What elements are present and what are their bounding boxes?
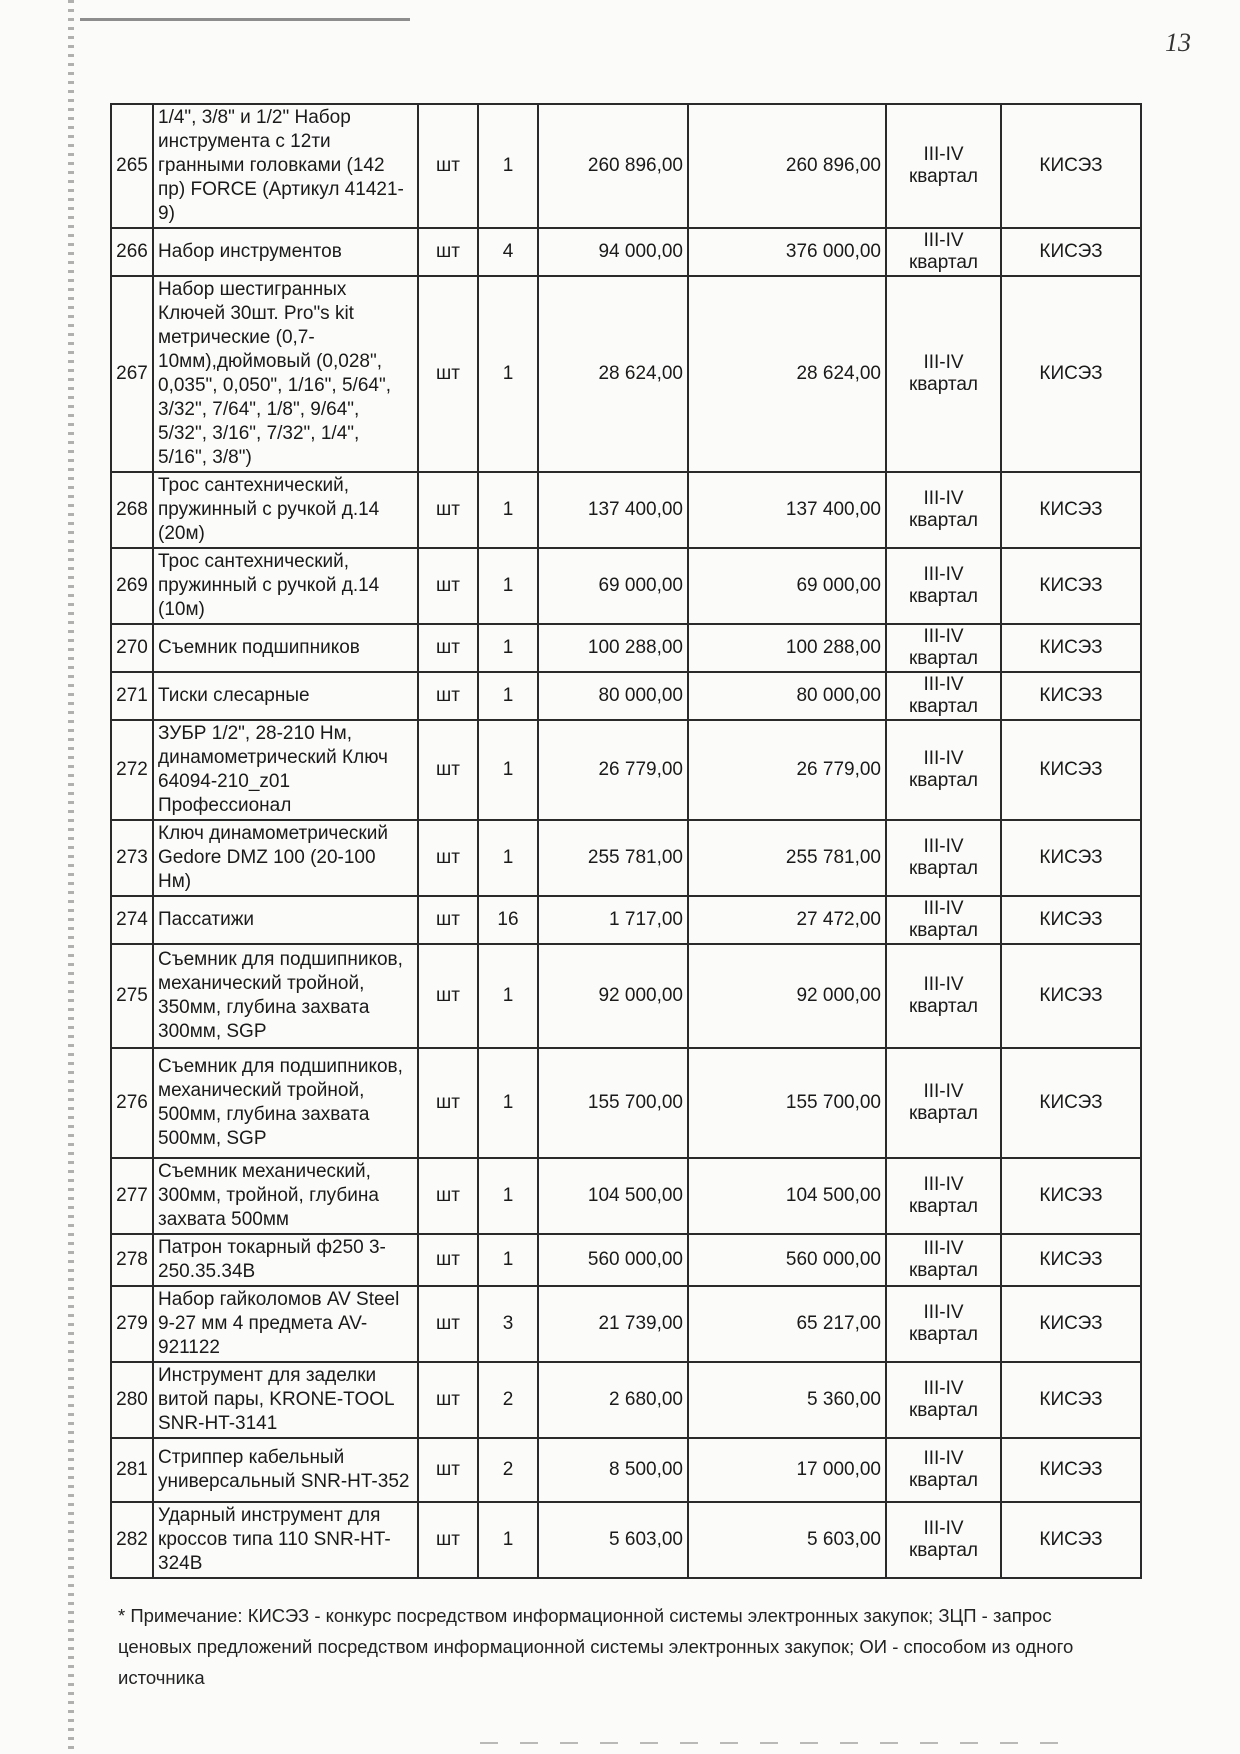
total-sum: 26 779,00 — [688, 720, 886, 820]
procurement-method: КИСЭЗ — [1001, 944, 1141, 1048]
unit-price: 80 000,00 — [538, 672, 688, 720]
unit-price: 100 288,00 — [538, 624, 688, 672]
scan-footer-marks — [480, 1742, 1080, 1744]
unit-price: 28 624,00 — [538, 276, 688, 472]
total-sum: 560 000,00 — [688, 1234, 886, 1286]
total-sum: 137 400,00 — [688, 472, 886, 548]
row-number: 268 — [111, 472, 153, 548]
row-number: 273 — [111, 820, 153, 896]
unit: шт — [418, 720, 478, 820]
delivery-period: III-IV квартал — [886, 1286, 1001, 1362]
quantity: 1 — [478, 1502, 538, 1578]
delivery-period: III-IV квартал — [886, 1362, 1001, 1438]
page-number: 13 — [1165, 28, 1191, 57]
row-number: 272 — [111, 720, 153, 820]
procurement-method: КИСЭЗ — [1001, 276, 1141, 472]
total-sum: 65 217,00 — [688, 1286, 886, 1362]
quantity: 1 — [478, 1234, 538, 1286]
unit: шт — [418, 1234, 478, 1286]
total-sum: 104 500,00 — [688, 1158, 886, 1234]
total-sum: 5 360,00 — [688, 1362, 886, 1438]
scan-top-edge — [80, 18, 410, 21]
unit-price: 1 717,00 — [538, 896, 688, 944]
unit-price: 104 500,00 — [538, 1158, 688, 1234]
procurement-method: КИСЭЗ — [1001, 1502, 1141, 1578]
row-number: 269 — [111, 548, 153, 624]
item-name: Набор инструментов — [153, 228, 418, 276]
total-sum: 27 472,00 — [688, 896, 886, 944]
total-sum: 92 000,00 — [688, 944, 886, 1048]
item-name: ЗУБР 1/2", 28-210 Нм, динамометрический Ключ 64094-210_z01 Профессионал — [153, 720, 418, 820]
table-row — [111, 672, 1141, 720]
item-name: Съемник для подшипников, механический тройной, 500мм, глубина захвата 500мм, SGP — [153, 1048, 418, 1158]
total-sum: 376 000,00 — [688, 228, 886, 276]
row-number: 278 — [111, 1234, 153, 1286]
total-sum: 28 624,00 — [688, 276, 886, 472]
table-row — [111, 896, 1141, 944]
procurement-method: КИСЭЗ — [1001, 228, 1141, 276]
unit-price: 260 896,00 — [538, 104, 688, 228]
table-row — [111, 1362, 1141, 1438]
quantity: 1 — [478, 820, 538, 896]
unit: шт — [418, 1502, 478, 1578]
total-sum: 5 603,00 — [688, 1502, 886, 1578]
unit-price: 26 779,00 — [538, 720, 688, 820]
row-number: 276 — [111, 1048, 153, 1158]
unit: шт — [418, 1158, 478, 1234]
unit: шт — [418, 1438, 478, 1502]
quantity: 1 — [478, 104, 538, 228]
table-row — [111, 1158, 1141, 1234]
delivery-period: III-IV квартал — [886, 720, 1001, 820]
table-row — [111, 1438, 1141, 1502]
item-name: Тиски слесарные — [153, 672, 418, 720]
item-name: Трос сантехнический, пружинный с ручкой д.14 (10м) — [153, 548, 418, 624]
row-number: 279 — [111, 1286, 153, 1362]
quantity: 1 — [478, 548, 538, 624]
row-number: 267 — [111, 276, 153, 472]
unit: шт — [418, 1048, 478, 1158]
quantity: 1 — [478, 672, 538, 720]
procurement-method: КИСЭЗ — [1001, 820, 1141, 896]
procurement-method: КИСЭЗ — [1001, 472, 1141, 548]
item-name: Пассатижи — [153, 896, 418, 944]
total-sum: 100 288,00 — [688, 624, 886, 672]
procurement-method: КИСЭЗ — [1001, 548, 1141, 624]
table-row — [111, 548, 1141, 624]
delivery-period: III-IV квартал — [886, 228, 1001, 276]
procurement-method: КИСЭЗ — [1001, 896, 1141, 944]
unit: шт — [418, 1286, 478, 1362]
unit: шт — [418, 820, 478, 896]
unit-price: 8 500,00 — [538, 1438, 688, 1502]
table-row — [111, 720, 1141, 820]
row-number: 274 — [111, 896, 153, 944]
table-row — [111, 1286, 1141, 1362]
procurement-method: КИСЭЗ — [1001, 672, 1141, 720]
table-row — [111, 624, 1141, 672]
delivery-period: III-IV квартал — [886, 548, 1001, 624]
procurement-method: КИСЭЗ — [1001, 104, 1141, 228]
total-sum: 260 896,00 — [688, 104, 886, 228]
unit-price: 560 000,00 — [538, 1234, 688, 1286]
row-number: 270 — [111, 624, 153, 672]
total-sum: 17 000,00 — [688, 1438, 886, 1502]
procurement-method: КИСЭЗ — [1001, 1438, 1141, 1502]
delivery-period: III-IV квартал — [886, 1048, 1001, 1158]
total-sum: 155 700,00 — [688, 1048, 886, 1158]
table-row — [111, 276, 1141, 472]
row-number: 280 — [111, 1362, 153, 1438]
table-row — [111, 944, 1141, 1048]
item-name: Съемник подшипников — [153, 624, 418, 672]
quantity: 1 — [478, 1158, 538, 1234]
unit-price: 92 000,00 — [538, 944, 688, 1048]
row-number: 282 — [111, 1502, 153, 1578]
table-row — [111, 472, 1141, 548]
items-table — [110, 103, 1142, 1579]
unit-price: 5 603,00 — [538, 1502, 688, 1578]
row-number: 271 — [111, 672, 153, 720]
table-row — [111, 104, 1141, 228]
unit: шт — [418, 672, 478, 720]
item-name: Патрон токарный ф250 3-250.35.34В — [153, 1234, 418, 1286]
item-name: Ключ динамометрический Gedore DMZ 100 (20-100 Нм) — [153, 820, 418, 896]
row-number: 275 — [111, 944, 153, 1048]
delivery-period: III-IV квартал — [886, 944, 1001, 1048]
item-name: Ударный инструмент для кроссов типа 110 SNR-HT-324В — [153, 1502, 418, 1578]
delivery-period: III-IV квартал — [886, 820, 1001, 896]
item-name: Стриппер кабельный универсальный SNR-HT-352 — [153, 1438, 418, 1502]
quantity: 16 — [478, 896, 538, 944]
item-name: Съемник для подшипников, механический тройной, 350мм, глубина захвата 300мм, SGP — [153, 944, 418, 1048]
unit: шт — [418, 1362, 478, 1438]
row-number: 265 — [111, 104, 153, 228]
unit: шт — [418, 548, 478, 624]
delivery-period: III-IV квартал — [886, 472, 1001, 548]
table-row — [111, 228, 1141, 276]
unit-price: 255 781,00 — [538, 820, 688, 896]
unit: шт — [418, 472, 478, 548]
quantity: 2 — [478, 1362, 538, 1438]
row-number: 277 — [111, 1158, 153, 1234]
item-name: Съемник механический, 300мм, тройной, глубина захвата 500мм — [153, 1158, 418, 1234]
quantity: 1 — [478, 472, 538, 548]
delivery-period: III-IV квартал — [886, 1158, 1001, 1234]
unit: шт — [418, 228, 478, 276]
delivery-period: III-IV квартал — [886, 1438, 1001, 1502]
quantity: 3 — [478, 1286, 538, 1362]
table-row — [111, 1502, 1141, 1578]
procurement-method: КИСЭЗ — [1001, 1286, 1141, 1362]
unit-price: 155 700,00 — [538, 1048, 688, 1158]
item-name: Набор гайколомов AV Steel 9-27 мм 4 предмета AV-921122 — [153, 1286, 418, 1362]
delivery-period: III-IV квартал — [886, 1234, 1001, 1286]
total-sum: 80 000,00 — [688, 672, 886, 720]
item-name: Инструмент для заделки витой пары, KRONE-TOOL SNR-HT-3141 — [153, 1362, 418, 1438]
delivery-period: III-IV квартал — [886, 1502, 1001, 1578]
quantity: 1 — [478, 720, 538, 820]
quantity: 1 — [478, 1048, 538, 1158]
row-number: 281 — [111, 1438, 153, 1502]
unit: шт — [418, 276, 478, 472]
quantity: 1 — [478, 944, 538, 1048]
unit: шт — [418, 104, 478, 228]
table-row — [111, 1048, 1141, 1158]
unit-price: 21 739,00 — [538, 1286, 688, 1362]
delivery-period: III-IV квартал — [886, 276, 1001, 472]
table-row — [111, 1234, 1141, 1286]
procurement-method: КИСЭЗ — [1001, 1158, 1141, 1234]
quantity: 1 — [478, 276, 538, 472]
binding-edge — [68, 0, 74, 1754]
unit: шт — [418, 624, 478, 672]
unit-price: 69 000,00 — [538, 548, 688, 624]
unit: шт — [418, 896, 478, 944]
delivery-period: III-IV квартал — [886, 896, 1001, 944]
unit-price: 94 000,00 — [538, 228, 688, 276]
table-row — [111, 820, 1141, 896]
delivery-period: III-IV квартал — [886, 672, 1001, 720]
procurement-method: КИСЭЗ — [1001, 720, 1141, 820]
delivery-period: III-IV квартал — [886, 104, 1001, 228]
item-name: Набор шестигранных Ключей 30шт. Pro"s kit метрические (0,7-10мм),дюймовый (0,028", 0,035", 0,050", 1/16", 5/64", 3/32", 7/64", 1/8", 9/64", 5/32", 3/16", 7/32", 1/4", 5/16", 3/8") — [153, 276, 418, 472]
quantity: 2 — [478, 1438, 538, 1502]
item-name: Трос сантехнический, пружинный с ручкой д.14 (20м) — [153, 472, 418, 548]
unit: шт — [418, 944, 478, 1048]
procurement-method: КИСЭЗ — [1001, 1362, 1141, 1438]
procurement-method: КИСЭЗ — [1001, 1234, 1141, 1286]
footnote: * Примечание: КИСЭЗ - конкурс посредством информационной системы электронных закупок; ЗЦП - запрос ценовых предложений посредством информационной системы электронных закупок; ОИ - способом из одного источника — [118, 1605, 1074, 1688]
procurement-method: КИСЭЗ — [1001, 1048, 1141, 1158]
unit-price: 137 400,00 — [538, 472, 688, 548]
total-sum: 255 781,00 — [688, 820, 886, 896]
delivery-period: III-IV квартал — [886, 624, 1001, 672]
quantity: 4 — [478, 228, 538, 276]
quantity: 1 — [478, 624, 538, 672]
item-name: 1/4", 3/8" и 1/2" Набор инструмента с 12ти гранными головками (142 пр) FORCE (Артикул 41421-9) — [153, 104, 418, 228]
total-sum: 69 000,00 — [688, 548, 886, 624]
procurement-method: КИСЭЗ — [1001, 624, 1141, 672]
unit-price: 2 680,00 — [538, 1362, 688, 1438]
row-number: 266 — [111, 228, 153, 276]
